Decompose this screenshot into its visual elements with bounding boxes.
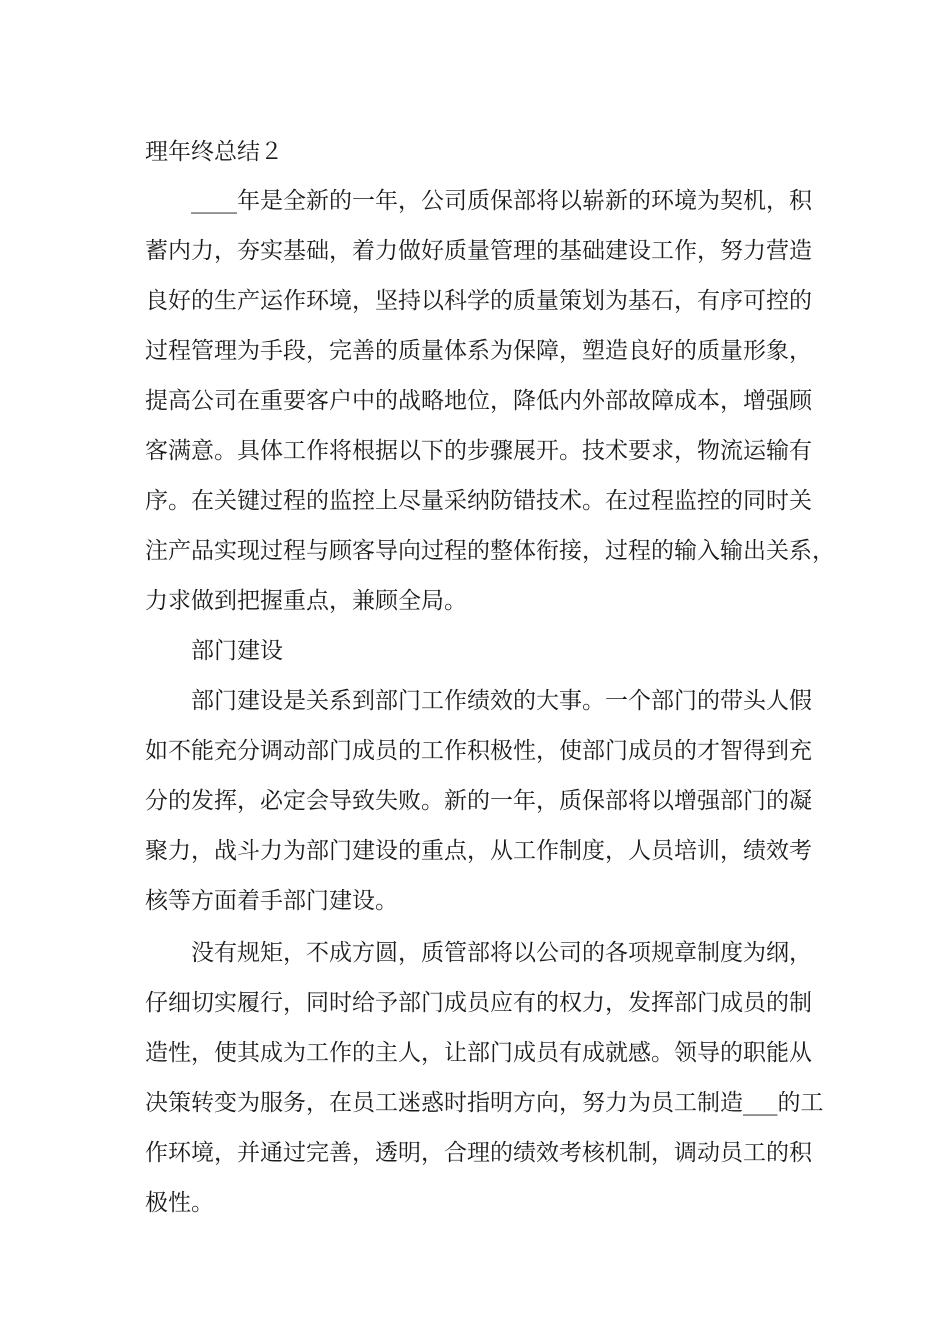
paragraph-line: 作环境，并通过完善，透明，合理的绩效考核机制，调动员工的积	[145, 1140, 812, 1166]
paragraph-line: 客满意。具体工作将根据以下的步骤展开。技术要求，物流运输有	[145, 438, 812, 464]
section-heading-text: 部门建设	[191, 638, 283, 664]
paragraph-line: 提高公司在重要客户中的战略地位，降低内外部故障成本，增强顾	[145, 388, 812, 414]
paragraph-line: 注产品实现过程与顾客导向过程的整体衔接，过程的输入输出关系，	[145, 538, 835, 564]
paragraph-line: 核等方面着手部门建设。	[145, 888, 398, 914]
paragraph-line: 极性。	[145, 1190, 214, 1216]
paragraph-line: 蓄内力，夯实基础，着力做好质量管理的基础建设工作，努力营造	[145, 238, 812, 264]
paragraph-line: 造性，使其成为工作的主人，让部门成员有成就感。领导的职能从	[145, 1040, 812, 1066]
paragraph-line: 仔细切实履行，同时给予部门成员应有的权力，发挥部门成员的制	[145, 990, 812, 1016]
paragraph-department-building	[145, 676, 815, 926]
paragraph-line: 部门建设是关系到部门工作绩效的大事。一个部门的带头人假	[191, 688, 812, 714]
paragraph-line: 如不能充分调动部门成员的工作积极性，使部门成员的才智得到充	[145, 738, 812, 764]
document-title-fragment: 理年终总结２	[145, 139, 283, 165]
paragraph-line: 力求做到把握重点，兼顾全局。	[145, 588, 467, 614]
paragraph-quality-plan	[145, 176, 835, 626]
paragraph-line: 决策转变为服务，在员工迷惑时指明方向，努力为员工制造___的工	[145, 1090, 824, 1116]
paragraph-line: ____年是全新的一年，公司质保部将以崭新的环境为契机，积	[191, 188, 812, 214]
paragraph-line: 聚力，战斗力为部门建设的重点，从工作制度，人员培训，绩效考	[145, 838, 812, 864]
paragraph-line: 过程管理为手段，完善的质量体系为保障，塑造良好的质量形象，	[145, 338, 812, 364]
paragraph-line: 没有规矩，不成方圆，质管部将以公司的各项规章制度为纲，	[191, 940, 812, 966]
paragraph-line: 良好的生产运作环境，坚持以科学的质量策划为基石，有序可控的	[145, 288, 812, 314]
paragraph-line: 序。在关键过程的监控上尽量采纳防错技术。在过程监控的同时关	[145, 488, 812, 514]
paragraph-line: 分的发挥，必定会导致失败。新的一年，质保部将以增强部门的凝	[145, 788, 812, 814]
paragraph-rules	[145, 928, 824, 1228]
section-heading	[145, 626, 815, 676]
